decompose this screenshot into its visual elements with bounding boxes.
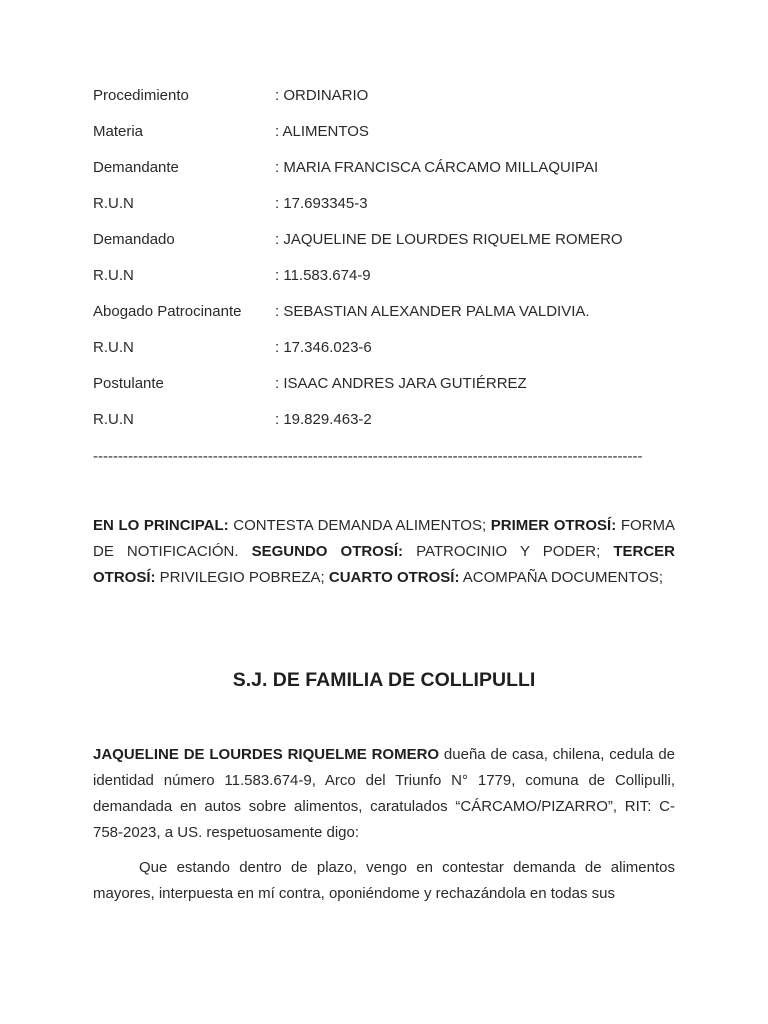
primer-otrosi-label: PRIMER OTROSÍ: [490, 517, 617, 534]
header-row [93, 301, 693, 323]
court-title: S.J. DE FAMILIA DE COLLIPULLI [232, 669, 536, 691]
header-label: Abogado Patrocinante [93, 303, 242, 320]
cuarto-otrosi-label: CUARTO OTROSÍ: [328, 569, 460, 586]
cuarto-otrosi-text: ACOMPAÑA DOCUMENTOS; [459, 569, 664, 586]
principal-label: EN LO PRINCIPAL: [93, 517, 229, 534]
principal-text: CONTESTA DEMANDA ALIMENTOS; [228, 517, 491, 534]
header-value: : JAQUELINE DE LOURDES RIQUELME ROMERO [275, 231, 623, 248]
summary-paragraph [93, 513, 675, 591]
header-row [93, 337, 693, 359]
segundo-otrosi-text: PATROCINIO Y PODER; [403, 543, 614, 560]
defendant-name: JAQUELINE DE LOURDES RIQUELME ROMERO [93, 746, 440, 763]
intro-paragraph [93, 742, 675, 846]
header-value: : 17.693345-3 [275, 195, 368, 212]
header-value: : MARIA FRANCISCA CÁRCAMO MILLAQUIPAI [275, 159, 599, 176]
tercer-otrosi-label: TERCER OTROSÍ: [93, 543, 676, 586]
header-row [93, 409, 693, 431]
header-label: Procedimiento [93, 87, 189, 104]
header-label: Demandado [93, 231, 175, 248]
header-row [93, 193, 693, 215]
header-value: : 19.829.463-2 [275, 411, 372, 428]
segundo-otrosi-label: SEGUNDO OTROSÍ: [251, 543, 404, 560]
primer-otrosi-text: FORMA DE NOTIFICACIÓN. [93, 517, 675, 560]
header-row [93, 157, 693, 179]
body-paragraph: Que estando dentro de plazo, vengo en contestar demanda de alimentos mayores, interpuesta en mí contra, oponiéndome y rechazándola en todas sus [93, 859, 675, 902]
header-row [93, 85, 693, 107]
intro-text: dueña de casa, chilena, cedula de identidad número 11.583.674-9, Arco del Triunfo N° 1779, comuna de Collipulli, demandada en autos sobre alimentos, caratulados “CÁRCAMO/PIZARRO”, RIT: C-758-2023, a US. respetuosamente digo: [93, 746, 675, 841]
header-label: Postulante [93, 375, 164, 392]
separator-line: -------------------------------------------------------------------------------------------------------------- [93, 448, 643, 465]
header-label: R.U.N [93, 267, 134, 284]
header-value: : ALIMENTOS [275, 123, 369, 140]
header-value: : ORDINARIO [275, 87, 369, 104]
header-value: : 17.346.023-6 [275, 339, 372, 356]
header-row [93, 373, 693, 395]
tercer-otrosi-text: PRIVILEGIO POBREZA; [155, 569, 329, 586]
header-label: R.U.N [93, 339, 134, 356]
header-label: R.U.N [93, 411, 134, 428]
header-label: Demandante [93, 159, 179, 176]
header-value: : ISAAC ANDRES JARA GUTIÉRREZ [275, 375, 527, 392]
header-label: Materia [93, 123, 144, 140]
header-row [93, 265, 693, 287]
header-value: : 11.583.674-9 [275, 267, 371, 284]
header-value: : SEBASTIAN ALEXANDER PALMA VALDIVIA. [275, 303, 590, 320]
header-row [93, 121, 693, 143]
header-label: R.U.N [93, 195, 134, 212]
header-row [93, 229, 693, 251]
